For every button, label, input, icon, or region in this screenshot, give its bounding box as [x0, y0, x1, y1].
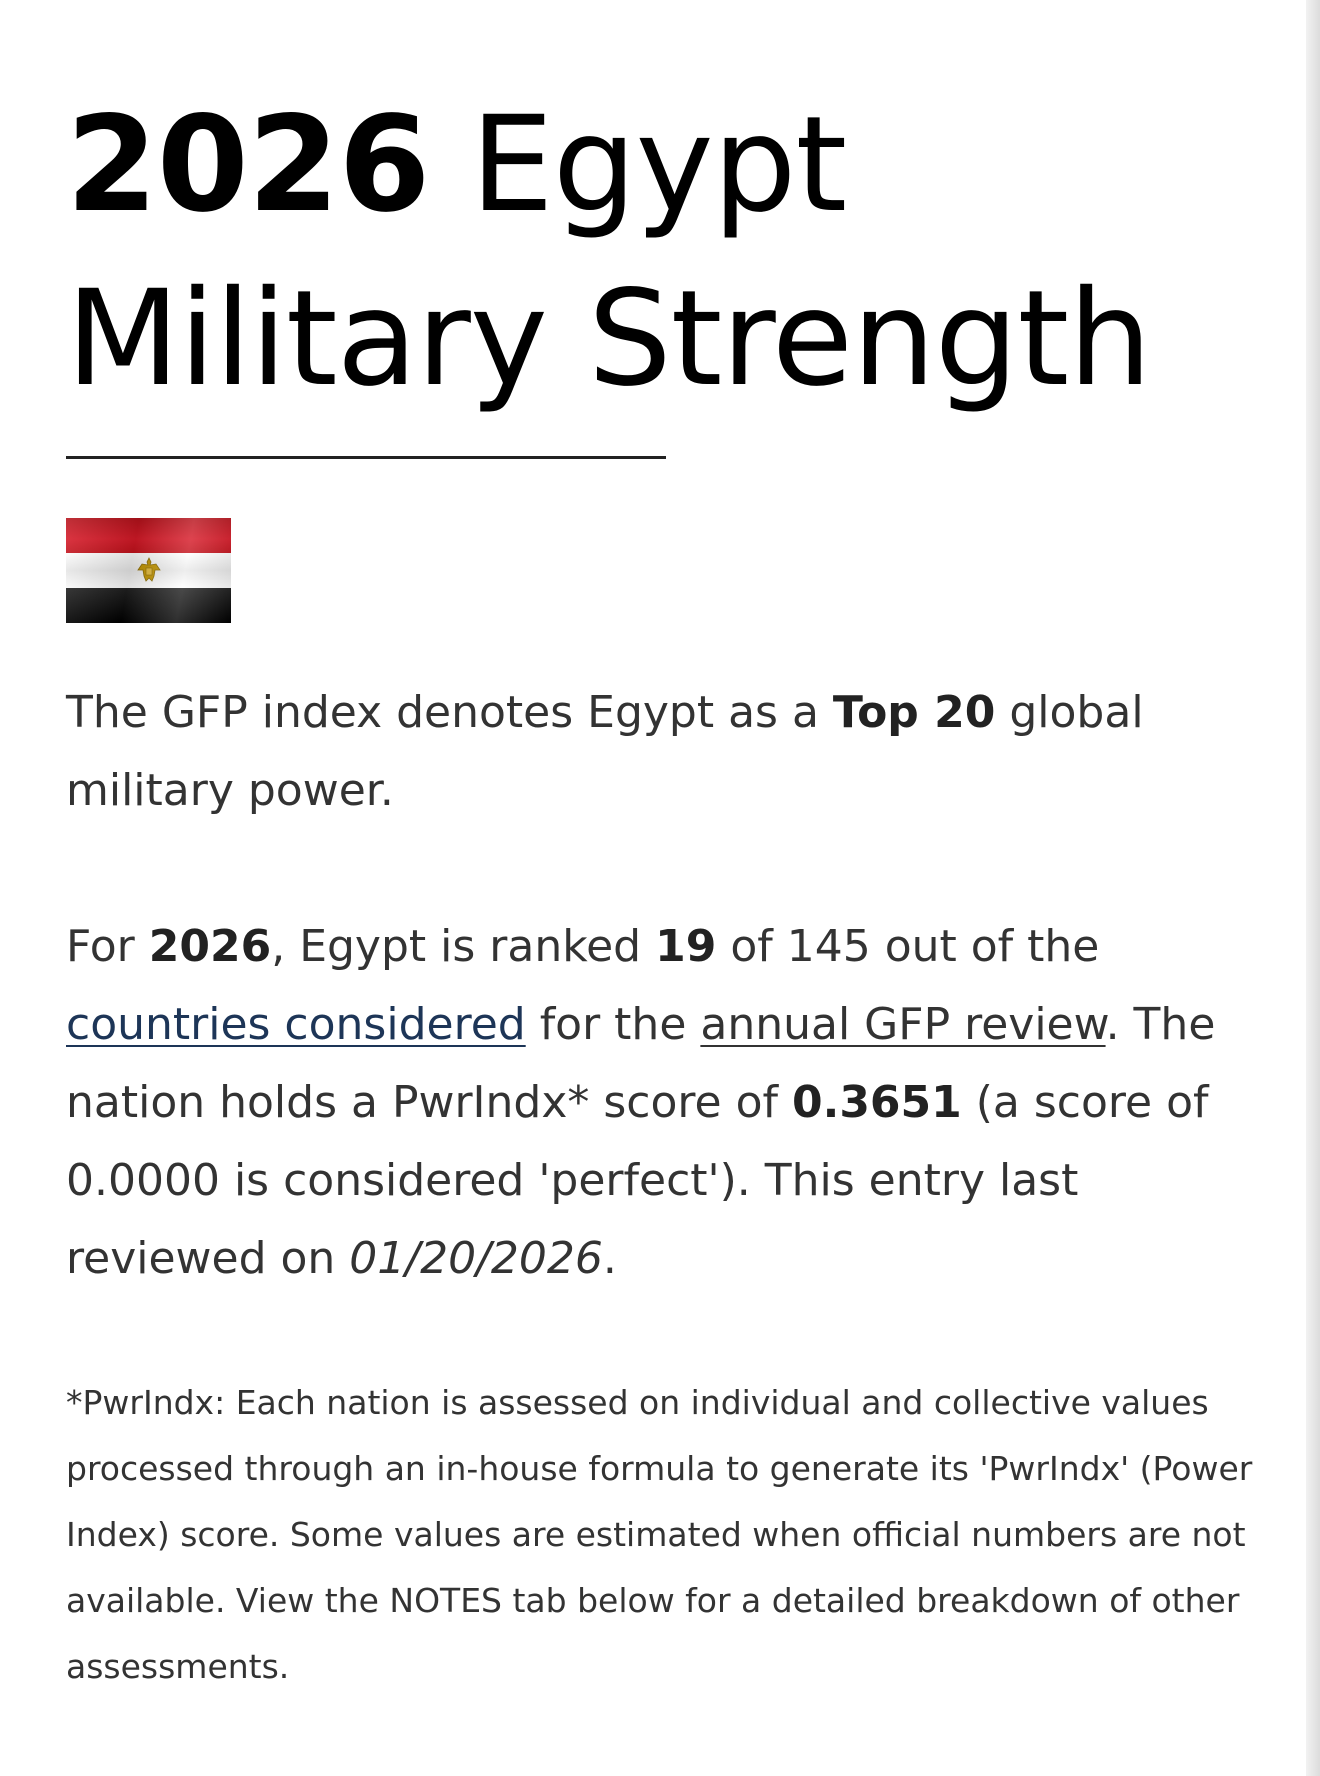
scrollbar-track[interactable]	[1306, 0, 1320, 1776]
ranking-text-2: , Egypt is ranked	[271, 921, 656, 972]
egypt-flag-icon	[66, 518, 231, 623]
annual-review-link[interactable]: annual GFP review	[700, 999, 1106, 1050]
title-year: 2026	[66, 88, 430, 242]
ranking-text-6: (a score of 0.0000 is considered 'perfect'). This entry last reviewed on	[66, 1077, 1209, 1284]
pwrindx-footnote: *PwrIndx: Each nation is assessed on individual and collective values processed through an in-house formula to generate its 'PwrIndx' (Power Index) score. Some values are estimated when official numbers are not available. View the NOTES tab below for a detailed breakdown of other assessments.	[66, 1383, 1253, 1686]
review-date: 01/20/2026	[349, 1233, 603, 1284]
summary-highlight: Top 20	[832, 687, 996, 738]
flag-shading	[66, 518, 231, 623]
summary-text-1: The GFP index denotes Egypt as a	[66, 687, 833, 738]
ranking-paragraph	[66, 908, 1256, 1298]
title-country: Egypt	[470, 88, 847, 242]
ranking-text-7: .	[602, 1233, 617, 1284]
summary-paragraph	[66, 674, 1256, 830]
summary-text-2: global military power.	[66, 687, 1144, 816]
ranking-text-3: of 145 out of the	[716, 921, 1100, 972]
ranking-rank: 19	[655, 921, 717, 972]
main-content	[66, 0, 1256, 1733]
ranking-year: 2026	[148, 921, 272, 972]
page-title	[66, 78, 1256, 426]
ranking-text-1: For	[66, 921, 149, 972]
countries-considered-link[interactable]: countries considered	[66, 999, 526, 1050]
pwrindx-score: 0.3651	[791, 1077, 962, 1128]
ranking-text-4: for the	[525, 999, 701, 1050]
title-divider	[66, 456, 666, 459]
ranking-text-5: . The nation holds a PwrIndx* score of	[66, 999, 1216, 1128]
title-subtitle: Military Strength	[66, 262, 1151, 416]
